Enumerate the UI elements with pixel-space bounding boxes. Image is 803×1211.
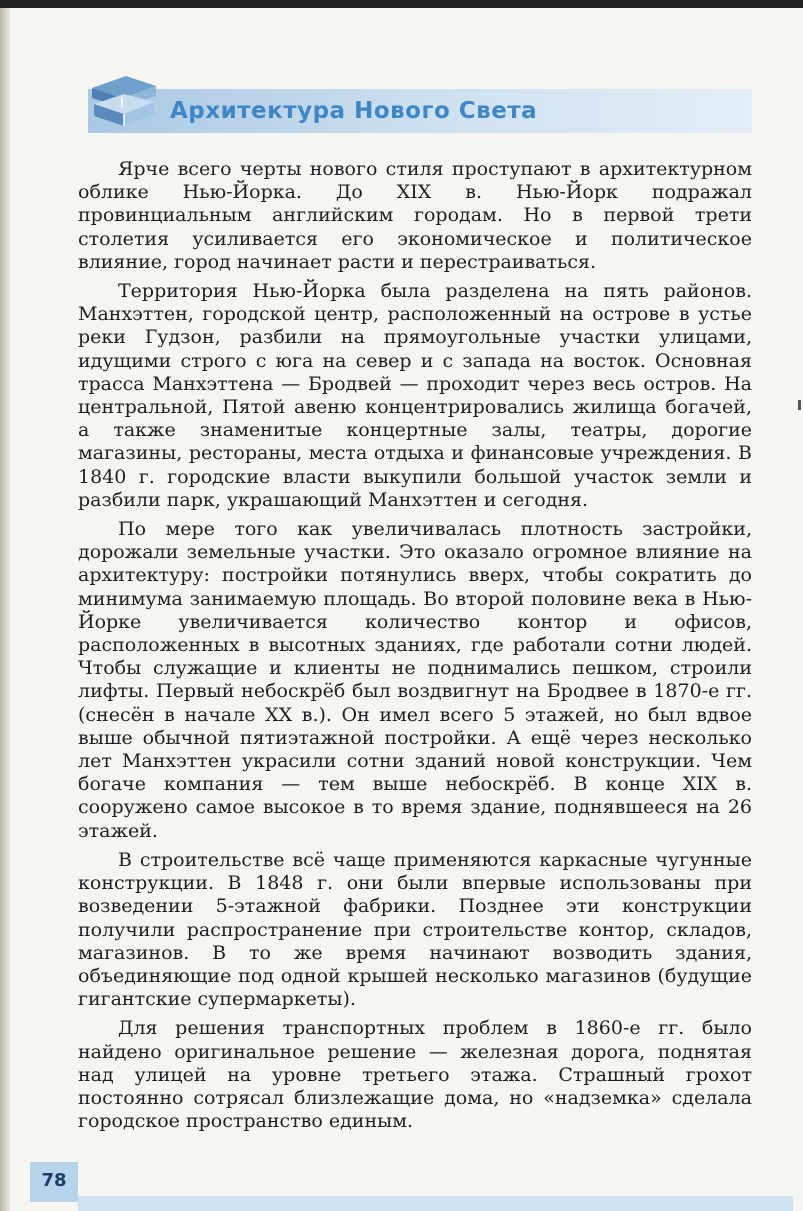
paragraph-3: По мере того как увеличивалась плотность застройки, дорожали земельные участки. Это оказало огромное влияние на архитектуру: постройки потянулись вверх, чтобы сократить до минимума занимаемую площадь. Во второй половине века в Нью-Йорке увеличивается количество контор и офисов, расположенных в высотных зданиях, где работали сотни людей. Чтобы служащие и клиенты не поднимались пешком, строили лифты. Первый небоскрёб был воздвигнут на Бродвее в 1870-е гг. (снесён в начале XX в.). Он имел всего 5 этажей, но был вдвое выше обычной пятиэтажной постройки. А ещё через несколько лет Манхэттен украсили сотни зданий новой конструкции. Чем богаче компания — тем выше небоскрёб. В конце XIX в. сооружено самое высокое в то время здание, поднявшееся на 26 этажей. [78, 518, 752, 842]
paragraph-2: Территория Нью-Йорка была разделена на пять районов. Манхэттен, городской центр, расположенный на острове в устье реки Гудзон, разбили на прямоугольные участки улицами, идущими строго с юга на север и с запада на восток. Основная трасса Манхэттена — Бродвей — проходит через весь остров. На центральной, Пятой авеню концентрировались жилища богачей, а также знаменитые концертные залы, театры, дорогие магазины, рестораны, места отдыха и финансовые учреждения. В 1840 г. городские власти выкупили большой участок земли и разбили парк, украшающий Манхэттен и сегодня. [78, 280, 752, 511]
paragraph-4: В строительстве всё чаще применяются каркасные чугунные конструкции. В 1848 г. они были впервые использованы при возведении 5-этажной фабрики. Позднее эти конструкции получили распространение при строительстве контор, складов, магазинов. В то же время начинают возводить здания, объединяющие под одной крышей несколько магазинов (будущие гигантские супермаркеты). [78, 848, 752, 1011]
section-title: Архитектура Нового Света [170, 98, 538, 124]
scan-edge-mark [798, 400, 801, 410]
article-body [78, 158, 752, 1139]
footer-band [78, 1196, 793, 1211]
page-number: 78 [41, 1170, 67, 1191]
page-number-badge [30, 1162, 78, 1202]
binding-shadow [0, 8, 10, 1211]
paragraph-5: Для решения транспортных проблем в 1860-е гг. было найдено оригинальное решение — железная дорога, поднятая над улицей на уровне третьего этажа. Страшный грохот постоянно сотрясал близлежащие дома, но «надземка» сделала городское пространство единым. [78, 1017, 752, 1133]
book-stack-icon [86, 68, 160, 134]
scan-top-edge [0, 0, 803, 8]
paragraph-1: Ярче всего черты нового стиля проступают в архитектурном облике Нью-Йорка. До XIX в. Нью-Йорк подражал провинциальным английским городам. Но в первой трети столетия усиливается его экономическое и политическое влияние, город начинает расти и перестраиваться. [78, 158, 752, 273]
